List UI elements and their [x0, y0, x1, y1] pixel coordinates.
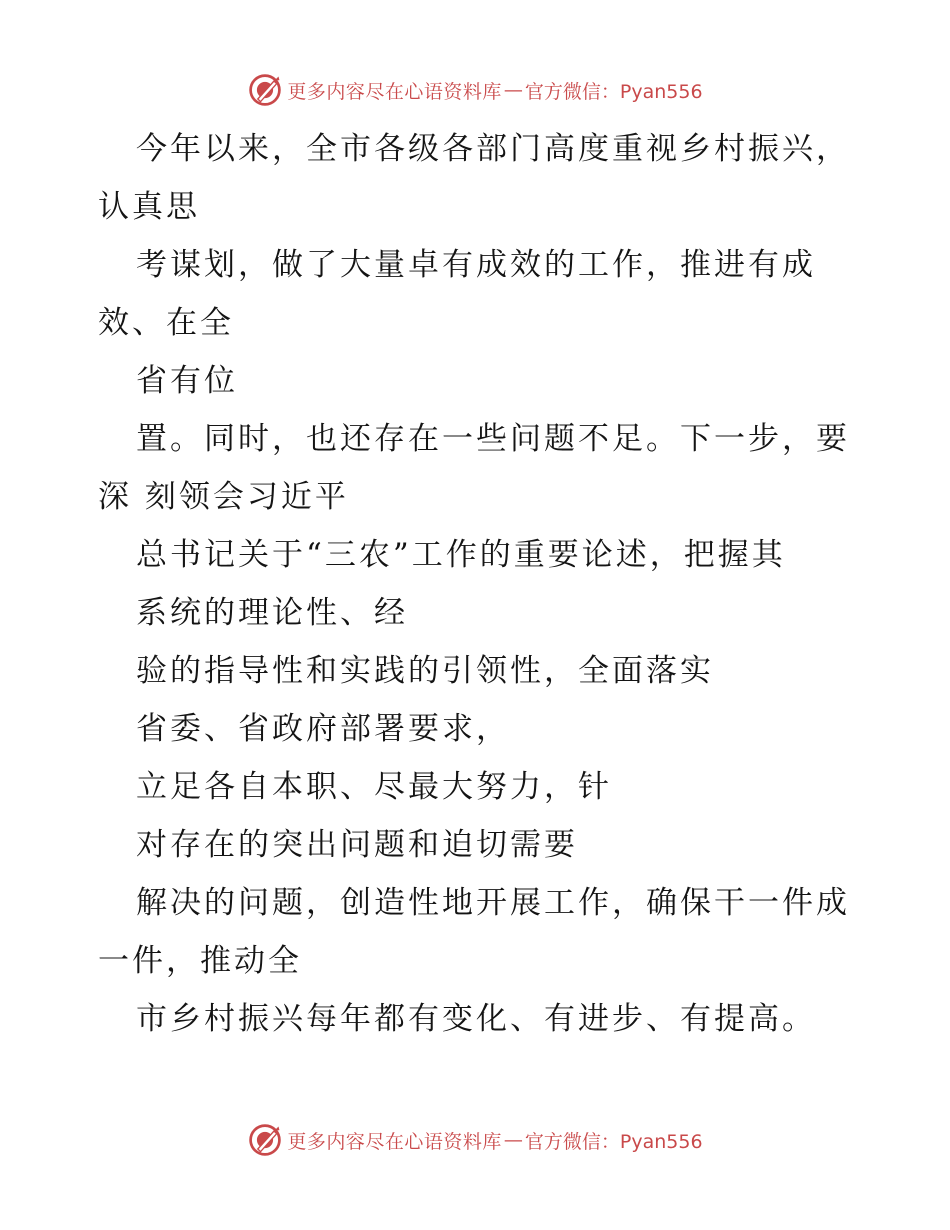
paragraph-line: 考谋划，做了大量卓有成效的工作，推进有成 [136, 247, 816, 283]
watermark-text: 更多内容尽在心语资料库 [287, 80, 502, 103]
paragraph-line: 系统的理论性、经 [136, 595, 408, 631]
watermark-wechat: 官方微信：Pyan556 [524, 1130, 703, 1153]
paragraph-line: 解决的问题，创造性地开展工作，确保干一件成 [136, 885, 850, 921]
watermark-logo-icon [247, 72, 283, 108]
paragraph-line: 认真思 [98, 189, 200, 225]
paragraph-line: 省有位 [136, 363, 238, 399]
header-watermark [0, 70, 950, 110]
watermark-wechat: 官方微信：Pyan556 [524, 80, 703, 103]
paragraph-line: 对存在的突出问题和迫切需要 [136, 827, 578, 863]
paragraph-line: 效、在全 [98, 305, 234, 341]
paragraph-line: 置。同时，也还存在一些问题不足。下一步，要 [136, 421, 850, 457]
footer-watermark [0, 1120, 950, 1160]
paragraph-line: 深 刻领会习近平 [98, 479, 349, 515]
watermark-text: 更多内容尽在心语资料库 [287, 1130, 502, 1153]
paragraph-line: 今年以来，全市各级各部门高度重视乡村振兴， [136, 131, 850, 167]
paragraph-line: 验的指导性和实践的引领性，全面落实 [136, 653, 714, 689]
paragraph-line: 一件，推动全 [98, 943, 302, 979]
watermark-dash: — [503, 1129, 523, 1151]
paragraph-line: 总书记关于“三农”工作的重要论述，把握其 [136, 537, 786, 573]
watermark-dash: — [503, 79, 523, 101]
paragraph-line: 省委、省政府部署要求， [136, 711, 510, 747]
paragraph-line: 市乡村振兴每年都有变化、有进步、有提高。 [136, 1001, 816, 1037]
paragraph-line: 立足各自本职、尽最大努力，针 [136, 769, 612, 805]
watermark-logo-icon [247, 1122, 283, 1158]
